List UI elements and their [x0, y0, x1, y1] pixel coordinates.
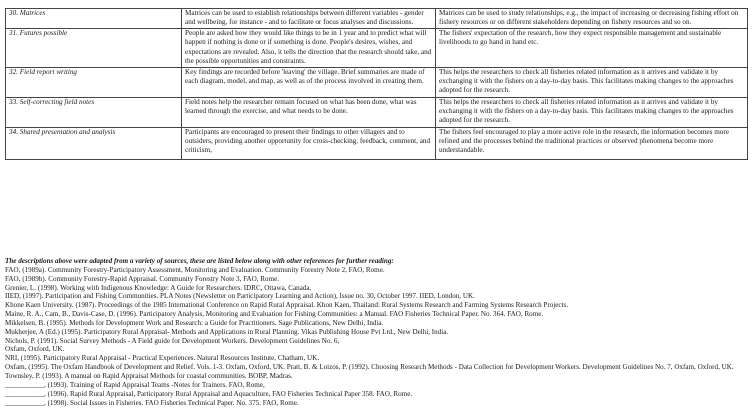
method-name-cell: 31. Futures possible	[6, 29, 182, 68]
method-description-cell: Key findings are recorded before 'leaving' the village. Brief summaries are made of each diagram, model, and map, as well as of the process involved in creating them.	[182, 67, 436, 97]
method-description-cell: Matrices can be used to establish relationships between different variables - gender and wellbeing, for instance - and to facilitate or focus analyses and discussions.	[182, 9, 436, 29]
table-row	[6, 29, 748, 68]
reference-item: Grenier, L. (1998). Working with Indigenous Knowledge: A Guide for Researchers. IDRC, Ottawa, Canada.	[5, 283, 312, 292]
reference-item: Nichols, P. (1991). Social Survey Methods - A Field guide for Development Workers. Development Guidelines No. 6,	[5, 336, 340, 345]
method-name-cell: 33. Self-correcting field notes	[6, 97, 182, 127]
reference-item: Khone Kaen University. (1987). Proceedings of the 1985 International Conference on Rapid Rural Appraisal. Khon Kaen, Thailand: Rural Systems Research and Farming Systems Research Projects.	[5, 301, 569, 310]
reference-item: ___________, (1996). Rapid Rural Appraisal, Participatory Rural Appraisal and Aquaculture, FAO Fisheries Technical Paper 358. FAO, Rome.	[5, 389, 413, 398]
reference-item: Oxfam, Oxford, UK.	[5, 345, 65, 354]
reference-item: Townsley, P. (1993). A manual on Rapid Appraisal Methods for coastal communities. BOBP, Madras.	[5, 371, 293, 380]
reference-item: Mikkelsen, B. (1995). Methods for Development Work and Research: a Guide for Practitioners. Sage Publications, New Delhi, India.	[5, 318, 384, 327]
reference-item: Oxfam, (1995). The Oxfam Handbook of Development and Relief. Vols. 1-3. Oxfam, Oxford, UK. Pratt, B. & Loizos, P. (1992). Choosing Research Methods - Data Collection for Development Workers. Development Guidelines No. 7, Oxfam, Oxford, UK.	[5, 363, 734, 372]
table-row	[6, 67, 748, 97]
method-description-cell: Field notes help the researcher remain focused on what has been done, what was learned through the exercise, and what needs to be done.	[182, 97, 436, 127]
reference-item: ___________, (1993). Training of Rapid Appraisal Teams -Notes for Trainers. FAO, Rome,	[5, 380, 265, 389]
fisheries-application-cell: The fishers feel encouraged to play a more active role in the research, the information becomes more refined and the processes behind the traditional practices or observed phenomena become more understandable.	[436, 127, 748, 159]
fisheries-application-cell: The fishers' expectation of the research, how they expect responsible management and sustainable livelihoods to go hand in hand etc.	[436, 29, 748, 68]
reference-item: Mukherjee, A (Ed.) (1995). Participatory Rural Appraisal- Methods and Applications in Rural Planning. Vikas Publishing House Pvt Ltd., New Delhi, India.	[5, 327, 449, 336]
table-row	[6, 127, 748, 159]
methods-table	[5, 8, 748, 160]
method-name-cell: 34. Shared presentation and analysis	[6, 127, 182, 159]
fisheries-application-cell: Matrices can be used to study relationships, e.g., the impact of increasing or decreasing fishing effort on fishery resources or on different stakeholders depending on fishery resources and so on.	[436, 9, 748, 29]
reference-item: ___________, (1998). Social Issues in Fisheries. FAO Fisheries Technical Paper. No. 375. FAO, Rome.	[5, 398, 299, 407]
method-description-cell: People are asked how they would like things to be in 1 year and to predict what will happen if nothing is done or if something is done. People's desires, wishes, and expectations are revealed. Also, it tells the direction that the research should take, and the possible opportunities and constraints.	[182, 29, 436, 68]
method-name-cell: 32. Field report writing	[6, 67, 182, 97]
fisheries-application-cell: This helps the researchers to check all fisheries related information as it arrives and validate it by exchanging it with the fishers on a day-to-day basis. This facilitates making changes to the approaches adopted for the research.	[436, 97, 748, 127]
reference-item: FAO, (1989a). Community Forestry-Participatory Assessment, Monitoring and Evaluation. Community Forestry Note 2, FAO, Rome.	[5, 265, 385, 274]
table-row	[6, 9, 748, 29]
reference-item: NRI, (1995). Participatory Rural Appraisal - Practical Experiences. Natural Resources Institute, Chatham, UK.	[5, 354, 320, 363]
table-row	[6, 97, 748, 127]
method-name-cell: 30. Matrices	[6, 9, 182, 29]
references-section	[5, 257, 747, 407]
method-description-cell: Participants are encouraged to present their findings to other villagers and to outsiders, providing another opportunity for cross-checking, feedback, comment, and criticism,	[182, 127, 436, 159]
reference-item: IIED, (1997). Participation and Fishing Communities. PLA Notes (Newsletter on Participatory Learning and Action), Issue no. 30, October 1997. IIED, London, UK.	[5, 292, 475, 301]
references-heading: The descriptions above were adapted from a variety of sources, these are listed below along with other references for further reading:	[5, 257, 394, 265]
reference-item: Maine, R. A., Cam, B., Davis-Case, D. (1996). Participatory Analysis, Monitoring and Evaluation for Fishing Communities: a Manual. FAO Fisheries Technical Paper. No. 364. FAO, Rome.	[5, 310, 544, 319]
reference-item: FAO, (1989b). Community Forestry-Rapid Appraisal. Community Forestry Note 3, FAO, Rome.	[5, 274, 280, 283]
fisheries-application-cell: This helps the researchers to check all fisheries related information as it arrives and validate it by exchanging it with the fishers on a day-to-day basis. This facilitates making changes to the approaches adopted for the research.	[436, 67, 748, 97]
